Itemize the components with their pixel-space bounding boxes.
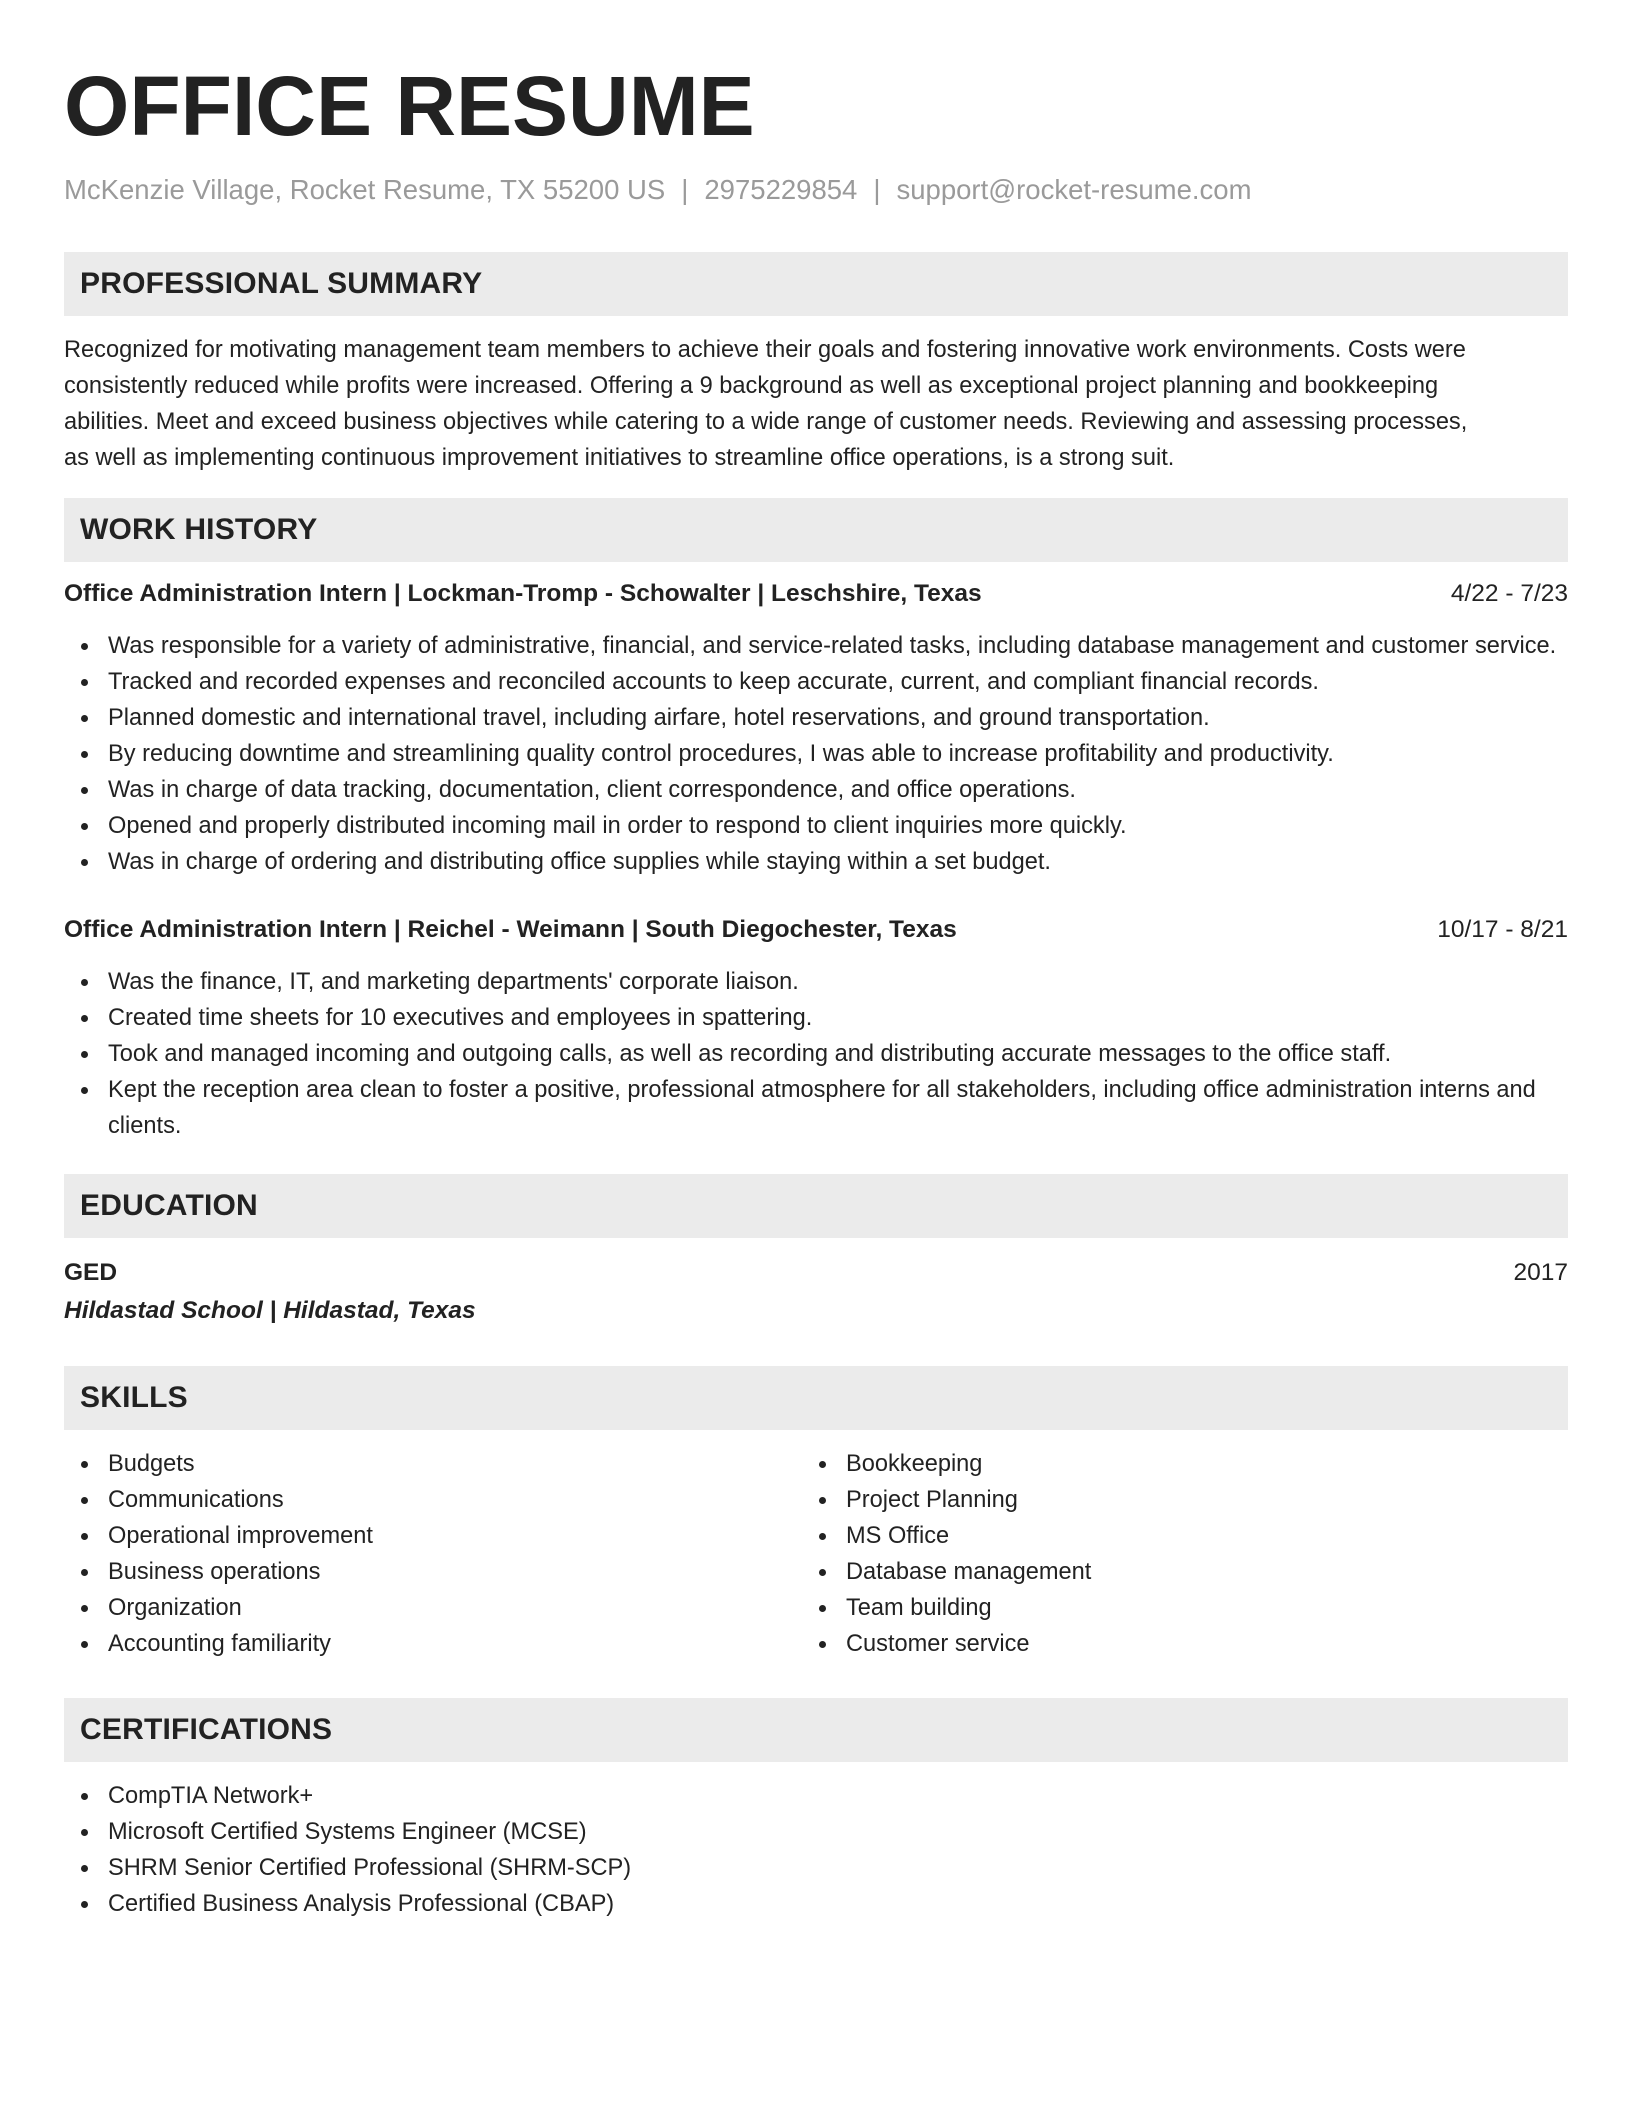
section-heading-work: WORK HISTORY [64, 498, 1568, 562]
list-item: Was responsible for a variety of administrative, financial, and service-related tasks, including database management and customer service. [64, 628, 1568, 664]
section-heading-education: EDUCATION [64, 1174, 1568, 1238]
summary-line: as well as implementing continuous improvement initiatives to streamline office operations, is a strong suit. [64, 445, 1175, 471]
job-title: Office Administration Intern | Reichel - Weimann | South Diegochester, Texas [64, 916, 957, 943]
job-entry [64, 912, 1568, 1144]
summary-line: Recognized for motivating management team members to achieve their goals and fostering innovative work environments. Costs were [64, 337, 1466, 363]
skill-item: Customer service [802, 1626, 1540, 1662]
certification-item: SHRM Senior Certified Professional (SHRM-SCP) [64, 1850, 1568, 1886]
certification-item: CompTIA Network+ [64, 1778, 1568, 1814]
contact-address: McKenzie Village, Rocket Resume, TX 55200 US [64, 174, 666, 205]
education-year: 2017 [1513, 1259, 1568, 1286]
skill-item: Operational improvement [64, 1518, 802, 1554]
summary-text [64, 332, 1568, 476]
skills-grid [64, 1446, 1568, 1662]
contact-phone: 2975229854 [704, 174, 858, 205]
skill-item: Communications [64, 1482, 802, 1518]
certifications-list [64, 1778, 1568, 1922]
list-item: By reducing downtime and streamlining quality control procedures, I was able to increase profitability and productivity. [64, 736, 1568, 772]
resume-title: OFFICE RESUME [64, 59, 755, 153]
section-heading-certifications: CERTIFICATIONS [64, 1698, 1568, 1762]
contact-email: support@rocket-resume.com [896, 174, 1252, 205]
job-dates: 4/22 - 7/23 [1450, 580, 1568, 607]
job-bullets [64, 628, 1568, 880]
summary-line: abilities. Meet and exceed business objectives while catering to a wide range of customer needs. Reviewing and assessing processes, [64, 409, 1468, 435]
job-bullets [64, 964, 1568, 1144]
education-entry [64, 1254, 1568, 1330]
education-header [64, 1254, 1568, 1292]
contact-separator: | [873, 174, 881, 205]
skills-column-right [802, 1446, 1540, 1662]
skill-item: Database management [802, 1554, 1540, 1590]
section-heading-summary: PROFESSIONAL SUMMARY [64, 252, 1568, 316]
skill-item: MS Office [802, 1518, 1540, 1554]
skill-item: Team building [802, 1590, 1540, 1626]
list-item: Was the finance, IT, and marketing departments' corporate liaison. [64, 964, 1568, 1000]
skill-item: Accounting familiarity [64, 1626, 802, 1662]
job-title: Office Administration Intern | Lockman-Tromp - Schowalter | Leschshire, Texas [64, 580, 982, 607]
list-item: Planned domestic and international travel, including airfare, hotel reservations, and ground transportation. [64, 700, 1568, 736]
skill-item: Project Planning [802, 1482, 1540, 1518]
job-header [64, 912, 1568, 948]
list-item: Opened and properly distributed incoming mail in order to respond to client inquiries more quickly. [64, 808, 1568, 844]
contact-separator: | [681, 174, 689, 205]
job-header [64, 576, 1568, 612]
skills-column-left [64, 1446, 802, 1662]
list-item: Was in charge of data tracking, documentation, client correspondence, and office operations. [64, 772, 1568, 808]
certification-item: Certified Business Analysis Professional (CBAP) [64, 1886, 1568, 1922]
list-item: Took and managed incoming and outgoing calls, as well as recording and distributing accurate messages to the office staff. [64, 1036, 1568, 1072]
skill-item: Business operations [64, 1554, 802, 1590]
summary-line: consistently reduced while profits were increased. Offering a 9 background as well as exceptional project planning and bookkeeping [64, 373, 1439, 399]
section-heading-skills: SKILLS [64, 1366, 1568, 1430]
skill-item: Budgets [64, 1446, 802, 1482]
certification-item: Microsoft Certified Systems Engineer (MCSE) [64, 1814, 1568, 1850]
skill-item: Organization [64, 1590, 802, 1626]
skill-item: Bookkeeping [802, 1446, 1540, 1482]
education-school: Hildastad School | Hildastad, Texas [64, 1297, 476, 1324]
contact-line [64, 170, 1568, 210]
education-degree: GED [64, 1259, 118, 1286]
list-item: Was in charge of ordering and distributing office supplies while staying within a set budget. [64, 844, 1568, 880]
list-item: Created time sheets for 10 executives and employees in spattering. [64, 1000, 1568, 1036]
list-item: Tracked and recorded expenses and reconciled accounts to keep accurate, current, and compliant financial records. [64, 664, 1568, 700]
job-dates: 10/17 - 8/21 [1437, 916, 1568, 943]
job-entry [64, 576, 1568, 880]
list-item: Kept the reception area clean to foster a positive, professional atmosphere for all stakeholders, including office administration interns and clients. [64, 1072, 1568, 1144]
